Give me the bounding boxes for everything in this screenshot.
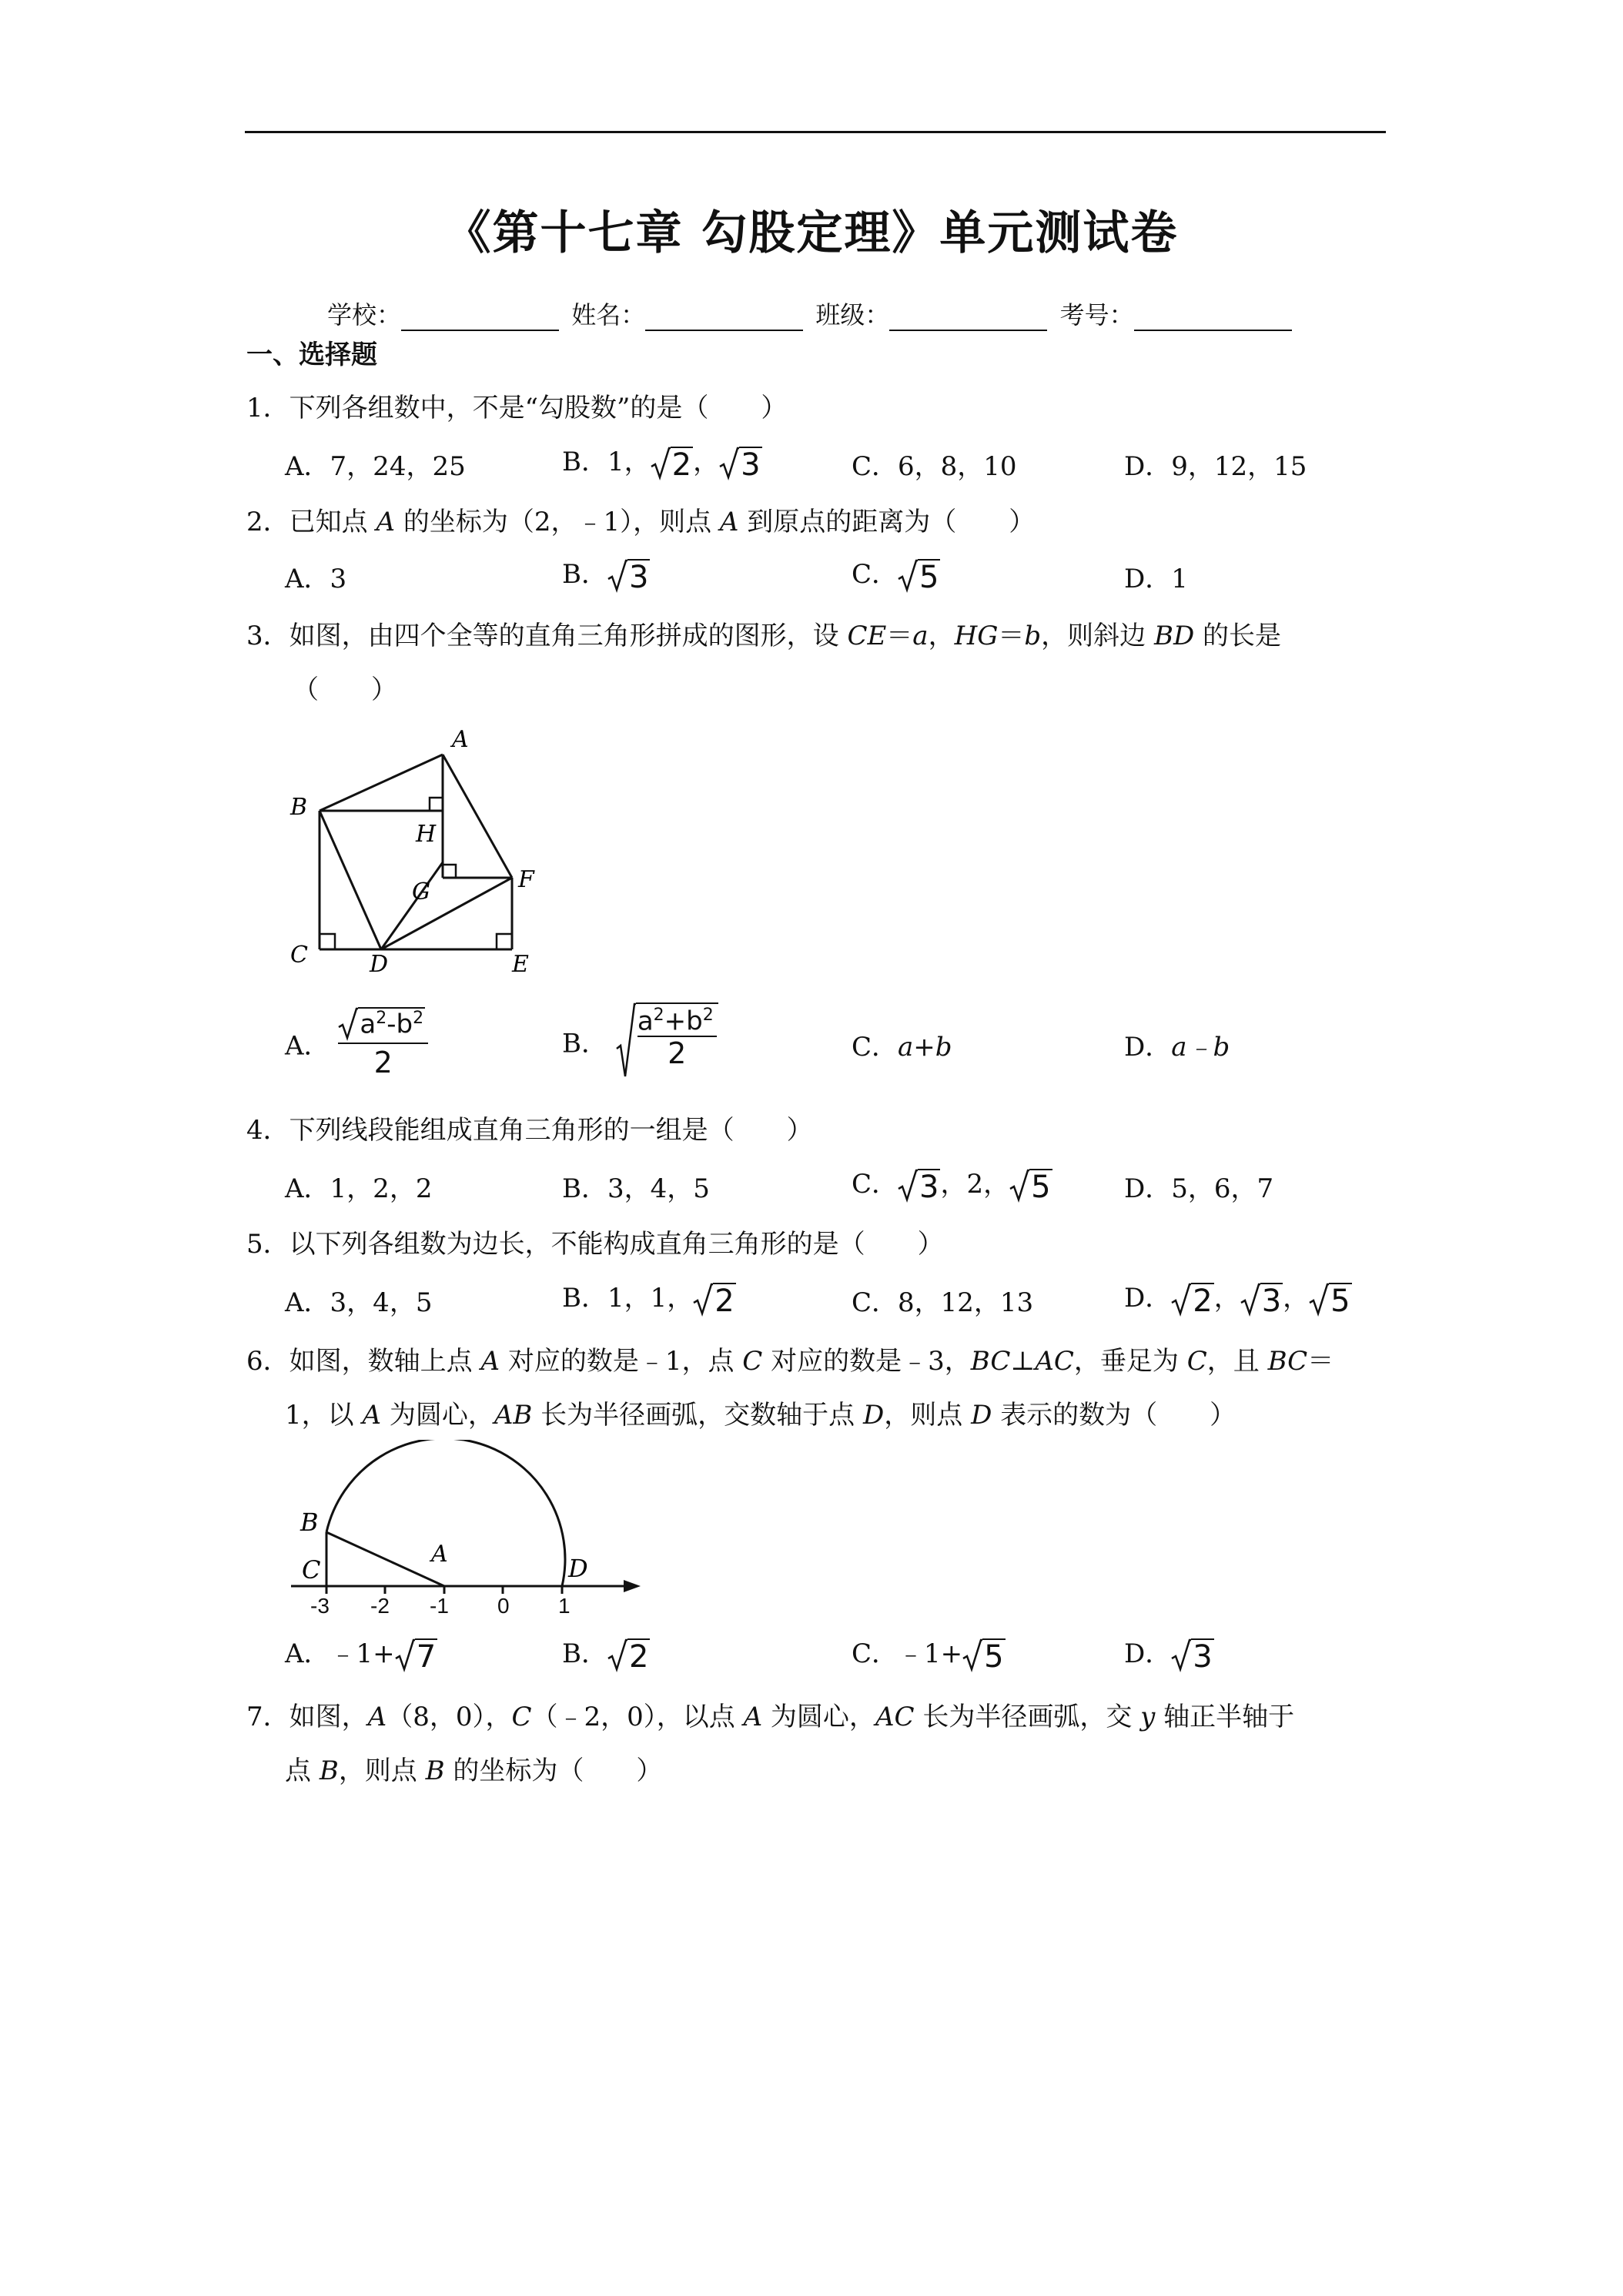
q3-option-c[interactable]: C．a+b bbox=[852, 1032, 952, 1063]
school-blank[interactable] bbox=[401, 306, 559, 331]
exam-number-label: 考号： bbox=[1059, 300, 1134, 330]
page-title: 《第十七章 勾股定理》单元测试卷 bbox=[444, 206, 1179, 260]
q3-option-b[interactable]: B． $\frac{a^2+b^2}{2}$ bbox=[562, 1002, 718, 1079]
school-label: 学校： bbox=[327, 300, 402, 330]
segment-ab bbox=[326, 1532, 444, 1586]
q1-option-a[interactable]: A．7，24，25 bbox=[285, 451, 466, 482]
question-3-paren: （ ） bbox=[293, 674, 397, 705]
label-d: D bbox=[568, 1554, 588, 1583]
q6-figure-number-line bbox=[285, 1440, 654, 1594]
line-dg bbox=[381, 862, 443, 949]
q1-option-b[interactable]: B．1， 2 ， 3 bbox=[562, 447, 761, 483]
q4-option-a[interactable]: A．1，2，2 bbox=[285, 1173, 433, 1204]
q3-option-a[interactable]: A． $\frac{a^2-b^2}{2}$ bbox=[285, 1007, 428, 1079]
tick-label: -1 bbox=[430, 1594, 449, 1618]
q2-option-a[interactable]: A．3 bbox=[285, 564, 347, 594]
sqrt-icon: 3 bbox=[719, 447, 761, 480]
q2-option-b[interactable]: B． 3 bbox=[562, 559, 649, 595]
sqrt-icon: 5 bbox=[962, 1638, 1005, 1672]
q3-figure-right-triangles bbox=[281, 724, 550, 978]
label-d: D bbox=[370, 951, 389, 978]
question-6-stem-line1: 6．如图，数轴上点 A 对应的数是﹣1，点 C 对应的数是﹣3，BC⊥AC，垂足为 C，且 BC＝ bbox=[246, 1346, 1334, 1377]
sqrt-icon: 7 bbox=[395, 1638, 437, 1672]
student-info-line bbox=[327, 296, 1297, 331]
name-blank[interactable] bbox=[645, 306, 803, 331]
header-rule bbox=[245, 131, 1386, 133]
class-blank[interactable] bbox=[889, 306, 1047, 331]
sqrt-icon: 2 bbox=[607, 1638, 650, 1672]
line-ba bbox=[320, 755, 443, 811]
q6-option-b[interactable]: B． 2 bbox=[562, 1638, 649, 1675]
q1-option-c[interactable]: C．6，8，10 bbox=[852, 451, 1017, 482]
name-label: 姓名： bbox=[571, 300, 646, 330]
q6-option-c[interactable]: C．﹣1+ 5 bbox=[852, 1638, 1004, 1675]
q4-option-b[interactable]: B．3，4，5 bbox=[562, 1173, 710, 1204]
sqrt-icon: 3 bbox=[607, 559, 650, 593]
q6-option-a[interactable]: A．﹣1+ 7 bbox=[285, 1638, 437, 1675]
question-5-stem: 5．以下列各组数为边长，不能构成直角三角形的是（ ） bbox=[246, 1229, 944, 1260]
sqrt-icon: 5 bbox=[1009, 1169, 1052, 1203]
q5-option-d[interactable]: D． 2 ， 3 ， 5 bbox=[1124, 1283, 1350, 1319]
sqrt-icon: 2 bbox=[1171, 1283, 1213, 1317]
q4-option-c[interactable]: C． 3 ，2， 5 bbox=[852, 1169, 1051, 1205]
line-bd bbox=[320, 811, 381, 949]
sqrt-icon: 2 bbox=[693, 1283, 735, 1317]
section-heading: 一、选择题 bbox=[246, 340, 377, 370]
q6-option-d[interactable]: D． 3 bbox=[1124, 1638, 1213, 1675]
class-label: 班级： bbox=[815, 300, 890, 330]
q5-option-a[interactable]: A．3，4，5 bbox=[285, 1287, 433, 1318]
question-2-stem: 2．已知点 A 的坐标为（2，﹣1），则点 A 到原点的距离为（ ） bbox=[246, 507, 1036, 537]
q6-tick-labels bbox=[310, 1594, 664, 1625]
tick-label: -2 bbox=[370, 1594, 390, 1618]
label-e: E bbox=[512, 951, 529, 978]
q3-option-d[interactable]: D．a﹣b bbox=[1124, 1032, 1230, 1063]
question-3-stem: 3．如图，由四个全等的直角三角形拼成的图形，设 CE＝a，HG＝b，则斜边 BD 的长是 bbox=[246, 621, 1282, 651]
line-af bbox=[443, 755, 512, 878]
label-h: H bbox=[416, 821, 437, 848]
tick-label: 1 bbox=[558, 1594, 571, 1618]
question-6-stem-line2: 1，以 A 为圆心，AB 长为半径画弧，交数轴于点 D，则点 D 表示的数为（ ） bbox=[285, 1400, 1236, 1431]
exam-number-blank[interactable] bbox=[1134, 306, 1292, 331]
q4-option-d[interactable]: D．5，6，7 bbox=[1124, 1173, 1274, 1204]
label-c: C bbox=[302, 1555, 321, 1585]
line-df bbox=[381, 878, 512, 949]
q5-option-c[interactable]: C．8，12，13 bbox=[852, 1287, 1034, 1318]
label-a: A bbox=[431, 1541, 448, 1568]
question-4-stem: 4．下列线段能组成直角三角形的一组是（ ） bbox=[246, 1115, 813, 1146]
label-c: C bbox=[290, 942, 308, 969]
q1-option-d[interactable]: D．9，12，15 bbox=[1124, 451, 1307, 482]
tick-label: 0 bbox=[497, 1594, 510, 1618]
question-7-stem-line1: 7．如图，A（8，0），C（﹣2，0），以点 A 为圆心，AC 长为半径画弧，交 y 轴正半轴于 bbox=[246, 1702, 1295, 1732]
q2-option-d[interactable]: D．1 bbox=[1124, 564, 1188, 594]
label-f: F bbox=[518, 866, 534, 893]
sqrt-icon: 3 bbox=[898, 1169, 940, 1203]
sqrt-icon: 2 bbox=[651, 447, 693, 480]
label-b: B bbox=[300, 1508, 319, 1537]
sqrt-icon: 3 bbox=[1240, 1283, 1283, 1317]
q2-option-c[interactable]: C． 5 bbox=[852, 559, 939, 595]
sqrt-icon: 5 bbox=[898, 559, 940, 593]
tick-label: -3 bbox=[310, 1594, 330, 1618]
sqrt-icon: 3 bbox=[1171, 1638, 1213, 1672]
sqrt-icon: 5 bbox=[1309, 1283, 1351, 1317]
label-a: A bbox=[452, 726, 469, 753]
q5-option-b[interactable]: B．1，1， 2 bbox=[562, 1283, 735, 1319]
label-b: B bbox=[290, 794, 308, 821]
question-7-stem-line2: 点 B，则点 B 的坐标为（ ） bbox=[285, 1755, 663, 1786]
axis-arrow-icon bbox=[624, 1580, 641, 1592]
label-g: G bbox=[412, 879, 430, 905]
question-1-stem: 1．下列各组数中，不是“勾股数”的是（ ） bbox=[246, 393, 788, 423]
